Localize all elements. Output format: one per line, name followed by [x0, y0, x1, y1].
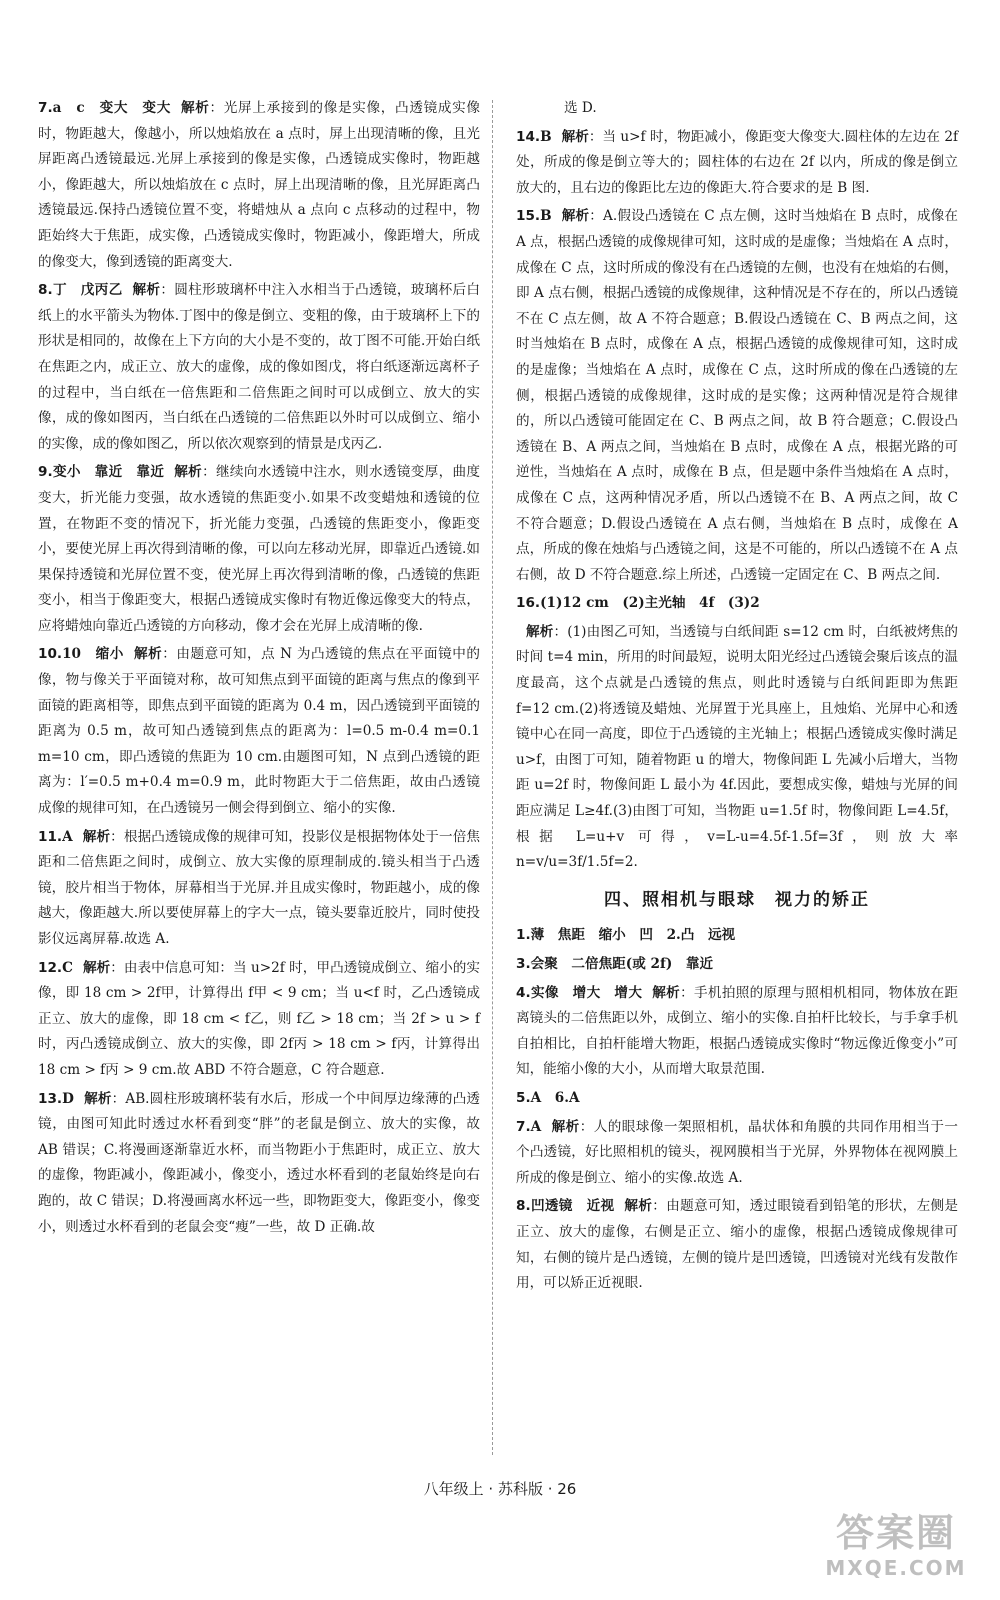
- watermark-title: 答案圈: [835, 1511, 956, 1555]
- answer-item-11: 11.A 解析：根据凸透镜成像的规律可知，投影仪是根据物体处于一倍焦距和二倍焦距之间时，成倒立、放大实像的原理制成的.镜头相当于凸透镜，胶片相当于物体，屏幕相当于光屏.并且成实像时，物距越小，成的像越大，像距越大.所以要使屏幕上的字大一点，镜头要靠近胶片，同时使投影仪远离屏幕.故选 A.: [38, 828, 481, 947]
- answer-item-14: 14.B 解析：当 u>f 时，物距减小，像距变大像变大.圆柱体的左边在 2f 处，所成的像是倒立等大的；圆柱体的右边在 2f 以内，所成的像是倒立放大的，且右边的像距比左边的像距大.符合要求的是 B 图.: [516, 128, 959, 196]
- answer-item-12: 12.C 解析：由表中信息可知：当 u>2f 时，甲凸透镜成倒立、缩小的实像，即 18 cm > 2f甲，计算得出 f甲 < 9 cm；当 u<f 时，乙凸透镜成正立、放大的虚像，即 18 cm < f乙，则 f乙 > 18 cm；当 2f > u > f 时，丙凸透镜成倒立、放大的实像，即 2f丙 > 18 cm > f丙，计算得出 18 cm > f丙 > 9 cm.故 ABD 不符合题意，C 符合题意.: [38, 959, 481, 1078]
- section-item-8: 8.凹透镜 近视 解析：由题意可知，透过眼镜看到铅笔的形状，左侧是正立、放大的虚像，右侧是正立、缩小的虚像，根据凸透镜成像规律可知，右侧的镜片是凸透镜，左侧的镜片是凹透镜，凹透镜对光线有发散作用，可以矫正近视眼.: [516, 1198, 959, 1292]
- section-title: 四、照相机与眼球 视力的矫正: [604, 889, 870, 910]
- section-item-3: 3.会聚 二倍焦距(或 2f) 靠近: [516, 956, 714, 972]
- answer-item-7: 7.a c 变大 变大 解析：光屏上承接到的像是实像，凸透镜成实像时，物距越大，像越小，所以烛焰放在 a 点时，屏上出现清晰的像，且光屏距离凸透镜最远.光屏上承接到的像是实像，凸透镜成实像时，物距越小，像距越大，所以烛焰放在 c 点时，屏上出现清晰的像，且光屏距离凸透镜最远.保持凸透镜位置不变，将蜡烛从 a 点向 c 点移动的过程中，物距始终大于焦距，成实像，凸透镜成实像时，物距减小，像距增大，所成的像变大，像到透镜的距离变大.: [38, 100, 480, 270]
- answer-item-9: 9.变小 靠近 靠近 解析：继续向水透镜中注水，则水透镜变厚，曲度变大，折光能力变强，故水透镜的焦距变小.如果不改变蜡烛和透镜的位置，在物距不变的情况下，折光能力变强，凸透镜的焦距变小，像距变小，要使光屏上再次得到清晰的像，可以向左移动光屏，即靠近凸透镜.如果保持透镜和光屏位置不变，使光屏上再次得到清晰的像，凸透镜的焦距变小，相当于像距变大，根据凸透镜成实像时有物近像远像变大的特点，应将蜡烛向靠近凸透镜的方向移动，像才会在光屏上成清晰的像.: [38, 464, 481, 634]
- answer-item-10: 10.10 缩小 解析：由题意可知，点 N 为凸透镜的焦点在平面镜中的像，物与像关于平面镜对称，故可知焦点到平面镜的距离与焦点的像到平面镜的距离相等，即焦点到平面镜的距离为 0.4 m，因凸透镜到平面镜的距离为 0.5 m，故可知凸透镜到焦点的距离为：l=0.5 m-0.4 m=0.1 m=10 cm，即凸透镜的焦距为 10 cm.由题图可知，N 点到凸透镜的距离为：l′=0.5 m+0.4 m=0.9 m，此时物距大于二倍焦距，故由凸透镜成像的规律可知，在凸透镜另一侧会得到倒立、缩小的实像.: [38, 646, 480, 817]
- column-divider: [492, 100, 493, 1455]
- answer-item-8: 8.丁 戊丙乙 解析：圆柱形玻璃杯中注入水相当于凸透镜，玻璃杯后白纸上的水平箭头为物体.丁图中的像是倒立、变粗的像，由于玻璃杯上下的形状是相同的，故像在上下方向的大小是不变的，故丁图不可能.开始白纸在焦距之内，成正立、放大的虚像，成的像如图戊，将白纸逐渐远离杯子的过程中，当白纸在一倍焦距和二倍焦距之间时可以成倒立、放大的实像，成的像如图丙，当白纸在凸透镜的二倍焦距以外时可以成倒立、缩小的实像，成的像如图乙，所以依次观察到的情景是戊丙乙.: [38, 282, 481, 452]
- right-column: [516, 96, 958, 1300]
- answer-item-16-explanation: 解析：(1)由图乙可知，当透镜与白纸间距 s=12 cm 时，白纸被烤焦的时间 t=4 min，所用的时间最短，说明太阳光经过凸透镜会聚后该点的温度最高，这个点就是凸透镜的焦点，则此时透镜与白纸间距即为焦距 f=12 cm.(2)将透镜及蜡烛、光屏置于光具座上，且烛焰、光屏中心和透镜中心在同一高度，即位于凸透镜的主光轴上；根据凸透镜成实像时满足 u>f，由图丁可知，随着物距 u 的增大，物像间距 L 先减小后增大，当物距 u=2f 时，物像间距 L 最小为 4f.因此，要想成实像，蜡烛与光屏的间距应满足 L≥4f.(3)由图丁可知，当物距 u=1.5f 时，物像间距 L=4.5f，根据 L=u+v 可得，v=L-u=4.5f-1.5f=3f，则放大率 n=v/u=3f/1.5f=2.: [516, 623, 959, 871]
- answer-item-15: 15.B 解析：A.假设凸透镜在 C 点左侧，这时当烛焰在 B 点时，成像在 A 点，根据凸透镜的成像规律可知，这时成的是虚像；当烛焰在 A 点时，成像在 C 点，这时所成的像没有在凸透镜的左侧，也没有在烛焰的右侧，即 A 点右侧，根据凸透镜的成像规律，这种情况是不存在的，所以凸透镜不在 C 点左侧，故 A 不符合题意；B.假设凸透镜在 C、B 两点之间，这时当烛焰在 B 点时，成像在 A 点，根据凸透镜的成像规律可知，这时成的是虚像；当烛焰在 A 点时，成像在 C 点，这时所成的像在凸透镜的左侧，根据凸透镜的成像规律，这时成的是实像；这两种情况是符合规律的，所以凸透镜可能固定在 C、B 两点之间，故 B 符合题意；C.假设凸透镜在 B、A 两点之间，当烛焰在 B 点时，成像在 A 点，根据光路的可逆性，当烛焰在 A 点时，成像在 B 点，但是题中条件当烛焰在 A 点时，成像在 C 点，这两种情况矛盾，所以凸透镜不在 B、A 两点之间，故 C 不符合题意；D.假设凸透镜在 A 点右侧，当烛焰在 B 点时，成像在 A 点，所成的像在烛焰与凸透镜之间，这是不可能的，所以凸透镜不在 A 点右侧，故 D 不符合题意.综上所述，凸透镜一定固定在 C、B 两点之间.: [516, 208, 959, 583]
- section-item-1-2: 1.薄 焦距 缩小 凹 2.凸 远视: [516, 927, 736, 944]
- left-column: [38, 96, 480, 1243]
- answer-item-13: 13.D 解析：AB.圆柱形玻璃杯装有水后，形成一个中间厚边缘薄的凸透镜，由图可知此时透过水杯看到变“胖”的老鼠是倒立、放大的实像，故 AB 错误；C.将漫画逐渐靠近水杯，而当物距小于焦距时，成正立、放大的虚像，物距减小，像距减小，像变小，透过水杯看到的老鼠始终是向右跑的，故 C 错误；D.将漫画离水杯远一些，即物距变大，像距变小，像变小，则透过水杯看到的老鼠会变“瘦”一些，故 D 正确.故: [38, 1090, 480, 1235]
- section-item-5-6: 5.A 6.A: [516, 1089, 580, 1106]
- section-item-4: 4.实像 增大 增大 解析：手机拍照的原理与照相机相同，物体放在距离镜头的二倍焦距以外，成倒立、缩小的实像.自拍杆比较长，与手拿手机自拍相比，自拍杆能增大物距，根据凸透镜成实像时“物远像近像变小”可知，能缩小像的大小，从而增大取景范围.: [516, 984, 959, 1078]
- answer-item-13-continued: 选 D.: [564, 100, 597, 116]
- watermark-url: MXQE.COM: [825, 1556, 967, 1580]
- watermark-logo: [816, 1510, 976, 1590]
- section-item-7: 7.A 解析：人的眼球像一架照相机，晶状体和角膜的共同作用相当于一个凸透镜，好比照相机的镜头，视网膜相当于光屏，外界物体在视网膜上所成的像是倒立、缩小的实像.故选 A.: [516, 1118, 959, 1186]
- answer-item-16: 16.(1)12 cm (2)主光轴 4f (3)2: [516, 595, 760, 612]
- page-footer: 八年级上 · 苏科版 · 26: [423, 1480, 577, 1498]
